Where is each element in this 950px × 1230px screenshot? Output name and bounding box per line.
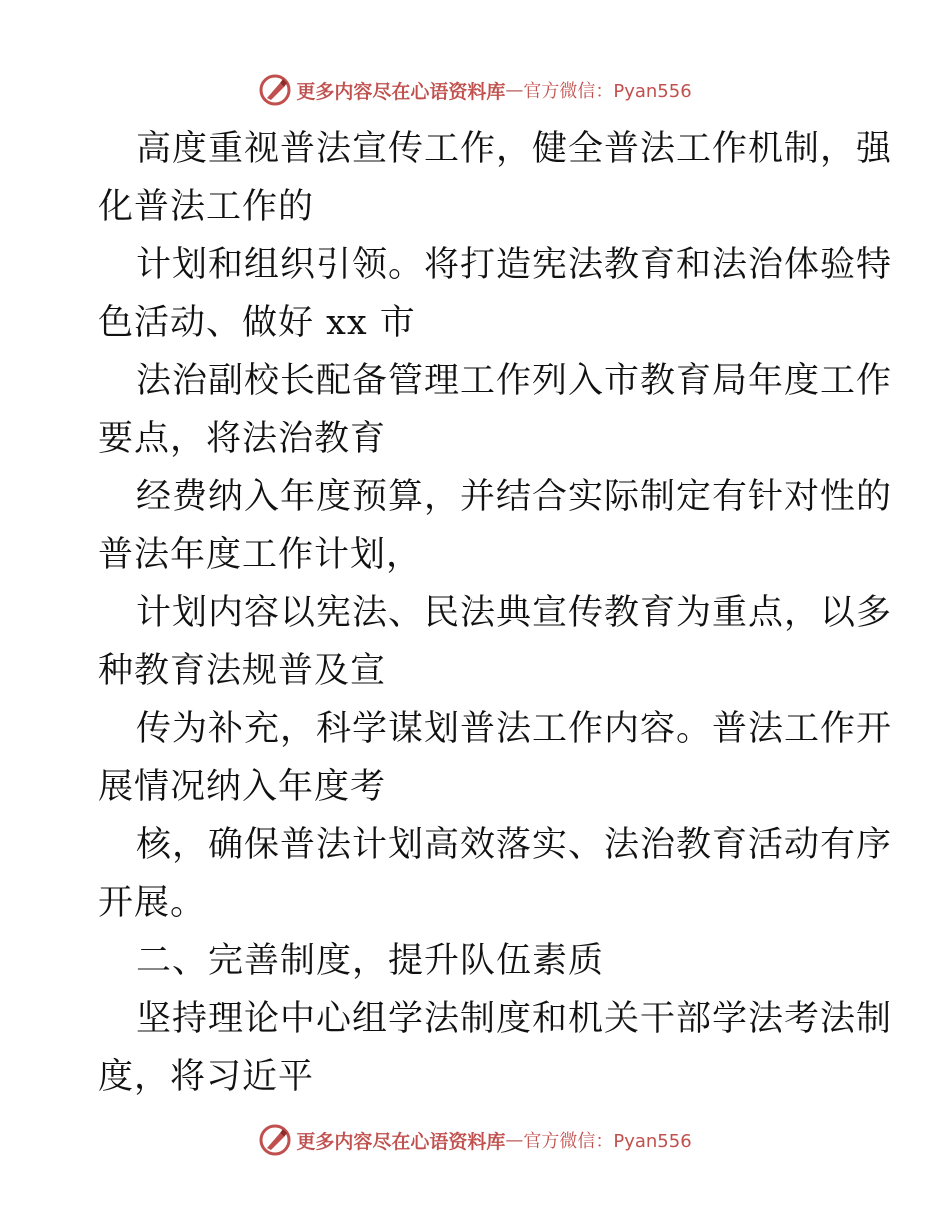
body-line: 高度重视普法宣传工作，健全普法工作机制，强 xyxy=(136,129,893,169)
body-line: 计划内容以宪法、民法典宣传教育为重点，以多 xyxy=(136,593,893,633)
body-line: 要点，将法治教育 xyxy=(98,419,387,459)
body-line: 色活动、做好 xx 市 xyxy=(98,303,416,343)
footer-separator: — xyxy=(505,1129,524,1151)
quill-logo-icon xyxy=(258,1123,292,1157)
body-line: 计划和组织引领。将打造宪法教育和法治体验特 xyxy=(136,245,893,285)
body-line: 普法年度工作计划， xyxy=(98,535,423,575)
body-line: 度，将习近平 xyxy=(98,1057,315,1097)
body-line: 法治副校长配备管理工作列入市教育局年度工作 xyxy=(136,361,893,401)
section-heading: 二、完善制度，提升队伍素质 xyxy=(136,941,605,981)
body-line: 种教育法规普及宣 xyxy=(98,651,387,691)
body-line: 化普法工作的 xyxy=(98,187,315,227)
body-line: 坚持理论中心组学法制度和机关干部学法考法制 xyxy=(136,999,893,1039)
quill-logo-icon xyxy=(258,73,292,107)
header-banner xyxy=(0,72,950,108)
body-line: 传为补充，科学谋划普法工作内容。普法工作开 xyxy=(136,709,893,749)
body-line: 经费纳入年度预算，并结合实际制定有针对性的 xyxy=(136,477,893,517)
body-line: 核，确保普法计划高效落实、法治教育活动有序 xyxy=(136,825,893,865)
footer-wechat-text: 官方微信：Pyan556 xyxy=(523,1131,692,1152)
header-wechat-text: 官方微信：Pyan556 xyxy=(523,81,692,102)
footer-banner xyxy=(0,1122,950,1158)
body-line: 开展。 xyxy=(98,883,207,923)
header-brand-text: 更多内容尽在心语资料库 xyxy=(296,80,506,103)
footer-brand-text: 更多内容尽在心语资料库 xyxy=(296,1130,506,1153)
document-body xyxy=(98,120,893,1106)
header-separator: — xyxy=(505,79,524,101)
body-line: 展情况纳入年度考 xyxy=(98,767,387,807)
